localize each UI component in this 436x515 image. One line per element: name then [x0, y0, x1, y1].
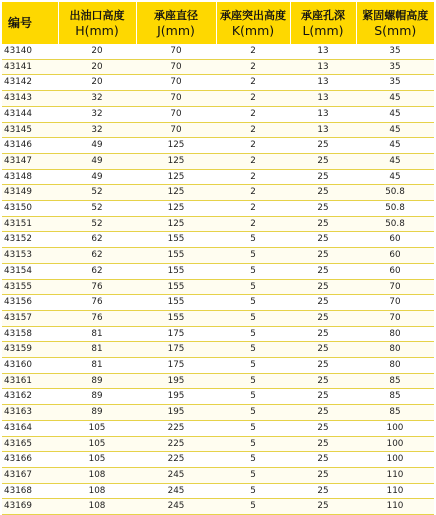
table-row [2, 310, 434, 326]
cell-outlet-height: 52 [58, 201, 136, 217]
cell-seat-diameter: 155 [136, 295, 216, 311]
cell-nut-height: 45 [356, 153, 434, 169]
cell-nut-height: 100 [356, 420, 434, 436]
cell-seat-hole-depth: 25 [290, 310, 356, 326]
table-row [2, 452, 434, 468]
cell-nut-height: 100 [356, 452, 434, 468]
cell-seat-hole-depth: 25 [290, 373, 356, 389]
header-unit: K(mm) [231, 22, 275, 38]
cell-outlet-height: 32 [58, 106, 136, 122]
cell-seat-protrusion: 2 [216, 59, 290, 75]
cell-outlet-height: 89 [58, 405, 136, 421]
cell-seat-diameter: 125 [136, 153, 216, 169]
cell-outlet-height: 89 [58, 373, 136, 389]
header-unit: L(mm) [302, 22, 344, 38]
cell-seat-diameter: 245 [136, 499, 216, 515]
cell-seat-hole-depth: 25 [290, 279, 356, 295]
cell-seat-protrusion: 5 [216, 467, 290, 483]
cell-outlet-height: 49 [58, 138, 136, 154]
cell-part-number: 43141 [2, 59, 58, 75]
cell-seat-hole-depth: 25 [290, 185, 356, 201]
cell-nut-height: 45 [356, 122, 434, 138]
table-row [2, 420, 434, 436]
cell-seat-diameter: 155 [136, 310, 216, 326]
table-row [2, 138, 434, 154]
cell-seat-protrusion: 2 [216, 201, 290, 217]
spec-table [2, 2, 434, 515]
cell-outlet-height: 89 [58, 389, 136, 405]
cell-nut-height: 50.8 [356, 216, 434, 232]
cell-seat-diameter: 195 [136, 405, 216, 421]
cell-seat-diameter: 245 [136, 467, 216, 483]
cell-outlet-height: 49 [58, 169, 136, 185]
cell-nut-height: 60 [356, 248, 434, 264]
table-row [2, 232, 434, 248]
cell-part-number: 43150 [2, 201, 58, 217]
table-row [2, 59, 434, 75]
cell-part-number: 43153 [2, 248, 58, 264]
cell-outlet-height: 108 [58, 499, 136, 515]
cell-seat-protrusion: 5 [216, 405, 290, 421]
cell-nut-height: 45 [356, 91, 434, 107]
cell-seat-protrusion: 5 [216, 420, 290, 436]
header-label: 承座孔深 [301, 8, 345, 22]
cell-outlet-height: 81 [58, 342, 136, 358]
cell-part-number: 43149 [2, 185, 58, 201]
cell-part-number: 43152 [2, 232, 58, 248]
cell-outlet-height: 32 [58, 91, 136, 107]
cell-seat-hole-depth: 25 [290, 342, 356, 358]
cell-part-number: 43159 [2, 342, 58, 358]
cell-seat-hole-depth: 25 [290, 467, 356, 483]
cell-seat-hole-depth: 25 [290, 153, 356, 169]
cell-part-number: 43157 [2, 310, 58, 326]
cell-seat-diameter: 70 [136, 75, 216, 91]
cell-outlet-height: 20 [58, 75, 136, 91]
cell-nut-height: 70 [356, 310, 434, 326]
header-label: 出油口高度 [69, 8, 125, 22]
header-seat-hole-depth [290, 2, 356, 44]
cell-nut-height: 100 [356, 436, 434, 452]
table-row [2, 405, 434, 421]
table-row [2, 153, 434, 169]
cell-seat-hole-depth: 25 [290, 295, 356, 311]
cell-seat-diameter: 195 [136, 389, 216, 405]
cell-nut-height: 35 [356, 59, 434, 75]
cell-seat-diameter: 155 [136, 279, 216, 295]
cell-part-number: 43151 [2, 216, 58, 232]
cell-outlet-height: 108 [58, 483, 136, 499]
table-body [2, 44, 434, 515]
cell-seat-diameter: 125 [136, 216, 216, 232]
cell-seat-protrusion: 5 [216, 436, 290, 452]
cell-seat-hole-depth: 25 [290, 232, 356, 248]
table-row [2, 483, 434, 499]
table-row [2, 75, 434, 91]
cell-outlet-height: 62 [58, 232, 136, 248]
cell-nut-height: 50.8 [356, 185, 434, 201]
cell-seat-protrusion: 5 [216, 232, 290, 248]
cell-nut-height: 85 [356, 389, 434, 405]
cell-part-number: 43154 [2, 263, 58, 279]
table-header [2, 2, 434, 44]
cell-part-number: 43144 [2, 106, 58, 122]
cell-seat-diameter: 175 [136, 358, 216, 374]
cell-seat-protrusion: 2 [216, 169, 290, 185]
cell-seat-protrusion: 2 [216, 106, 290, 122]
cell-part-number: 43164 [2, 420, 58, 436]
cell-nut-height: 35 [356, 75, 434, 91]
cell-seat-diameter: 175 [136, 342, 216, 358]
cell-seat-diameter: 225 [136, 436, 216, 452]
header-outlet-height [58, 2, 136, 44]
cell-part-number: 43168 [2, 483, 58, 499]
header-label: 承座突出高度 [220, 8, 286, 22]
cell-seat-hole-depth: 13 [290, 91, 356, 107]
cell-seat-hole-depth: 13 [290, 122, 356, 138]
cell-part-number: 43161 [2, 373, 58, 389]
header-unit: S(mm) [374, 22, 417, 38]
cell-outlet-height: 105 [58, 452, 136, 468]
table-row [2, 499, 434, 515]
cell-seat-hole-depth: 25 [290, 138, 356, 154]
table-row [2, 122, 434, 138]
table-row [2, 44, 434, 59]
cell-seat-hole-depth: 13 [290, 44, 356, 59]
cell-seat-diameter: 70 [136, 91, 216, 107]
cell-seat-diameter: 155 [136, 232, 216, 248]
cell-nut-height: 45 [356, 106, 434, 122]
cell-seat-diameter: 70 [136, 122, 216, 138]
cell-seat-diameter: 175 [136, 326, 216, 342]
cell-outlet-height: 49 [58, 153, 136, 169]
cell-part-number: 43142 [2, 75, 58, 91]
header-part-number [2, 2, 58, 44]
cell-part-number: 43167 [2, 467, 58, 483]
header-nut-height [356, 2, 434, 44]
cell-part-number: 43165 [2, 436, 58, 452]
cell-nut-height: 110 [356, 483, 434, 499]
cell-seat-protrusion: 5 [216, 499, 290, 515]
cell-seat-protrusion: 5 [216, 358, 290, 374]
cell-seat-protrusion: 2 [216, 138, 290, 154]
cell-part-number: 43145 [2, 122, 58, 138]
table-row [2, 263, 434, 279]
table-row [2, 169, 434, 185]
cell-nut-height: 110 [356, 467, 434, 483]
cell-seat-protrusion: 5 [216, 452, 290, 468]
cell-seat-diameter: 225 [136, 452, 216, 468]
cell-nut-height: 80 [356, 342, 434, 358]
cell-seat-protrusion: 2 [216, 91, 290, 107]
cell-seat-protrusion: 5 [216, 373, 290, 389]
table-row [2, 358, 434, 374]
cell-outlet-height: 52 [58, 216, 136, 232]
header-seat-protrusion [216, 2, 290, 44]
cell-nut-height: 50.8 [356, 201, 434, 217]
table-row [2, 326, 434, 342]
table-row [2, 467, 434, 483]
cell-outlet-height: 52 [58, 185, 136, 201]
table-row [2, 216, 434, 232]
cell-seat-diameter: 125 [136, 169, 216, 185]
cell-seat-diameter: 70 [136, 59, 216, 75]
cell-part-number: 43155 [2, 279, 58, 295]
cell-nut-height: 60 [356, 232, 434, 248]
cell-outlet-height: 105 [58, 420, 136, 436]
table-row [2, 248, 434, 264]
cell-seat-hole-depth: 25 [290, 483, 356, 499]
table-row [2, 436, 434, 452]
cell-seat-hole-depth: 25 [290, 420, 356, 436]
cell-outlet-height: 81 [58, 326, 136, 342]
cell-part-number: 43158 [2, 326, 58, 342]
cell-seat-hole-depth: 25 [290, 326, 356, 342]
cell-seat-hole-depth: 25 [290, 499, 356, 515]
cell-seat-protrusion: 2 [216, 153, 290, 169]
cell-seat-protrusion: 5 [216, 310, 290, 326]
table-row [2, 389, 434, 405]
cell-nut-height: 45 [356, 138, 434, 154]
cell-seat-protrusion: 5 [216, 342, 290, 358]
cell-nut-height: 80 [356, 358, 434, 374]
cell-nut-height: 35 [356, 44, 434, 59]
cell-seat-hole-depth: 25 [290, 389, 356, 405]
cell-outlet-height: 62 [58, 248, 136, 264]
cell-seat-diameter: 225 [136, 420, 216, 436]
cell-seat-diameter: 195 [136, 373, 216, 389]
cell-nut-height: 85 [356, 373, 434, 389]
table-row [2, 201, 434, 217]
cell-seat-hole-depth: 25 [290, 248, 356, 264]
cell-outlet-height: 105 [58, 436, 136, 452]
cell-seat-hole-depth: 25 [290, 405, 356, 421]
table-row [2, 91, 434, 107]
cell-seat-hole-depth: 13 [290, 75, 356, 91]
cell-outlet-height: 20 [58, 59, 136, 75]
cell-seat-protrusion: 5 [216, 295, 290, 311]
cell-seat-diameter: 125 [136, 185, 216, 201]
cell-nut-height: 80 [356, 326, 434, 342]
cell-seat-hole-depth: 13 [290, 59, 356, 75]
cell-part-number: 43148 [2, 169, 58, 185]
cell-outlet-height: 76 [58, 279, 136, 295]
header-label: 编号 [8, 15, 33, 30]
header-label: 承座直径 [154, 8, 198, 22]
header-label: 紧固螺帽高度 [362, 8, 429, 22]
cell-part-number: 43143 [2, 91, 58, 107]
cell-seat-protrusion: 5 [216, 483, 290, 499]
cell-outlet-height: 76 [58, 310, 136, 326]
cell-part-number: 43147 [2, 153, 58, 169]
cell-seat-diameter: 155 [136, 248, 216, 264]
cell-part-number: 43146 [2, 138, 58, 154]
cell-nut-height: 60 [356, 263, 434, 279]
cell-seat-protrusion: 2 [216, 185, 290, 201]
table-row [2, 295, 434, 311]
cell-part-number: 43160 [2, 358, 58, 374]
cell-seat-diameter: 245 [136, 483, 216, 499]
cell-outlet-height: 76 [58, 295, 136, 311]
table-row [2, 373, 434, 389]
table-row [2, 185, 434, 201]
cell-part-number: 43163 [2, 405, 58, 421]
cell-seat-diameter: 125 [136, 201, 216, 217]
cell-seat-protrusion: 2 [216, 216, 290, 232]
cell-seat-protrusion: 2 [216, 122, 290, 138]
cell-nut-height: 70 [356, 295, 434, 311]
cell-part-number: 43162 [2, 389, 58, 405]
cell-seat-protrusion: 5 [216, 279, 290, 295]
cell-outlet-height: 32 [58, 122, 136, 138]
cell-part-number: 43140 [2, 44, 58, 59]
cell-outlet-height: 108 [58, 467, 136, 483]
cell-seat-protrusion: 5 [216, 389, 290, 405]
cell-seat-hole-depth: 25 [290, 263, 356, 279]
cell-nut-height: 110 [356, 499, 434, 515]
cell-seat-diameter: 125 [136, 138, 216, 154]
cell-outlet-height: 62 [58, 263, 136, 279]
cell-seat-hole-depth: 25 [290, 169, 356, 185]
cell-seat-hole-depth: 25 [290, 201, 356, 217]
cell-part-number: 43156 [2, 295, 58, 311]
cell-seat-diameter: 155 [136, 263, 216, 279]
cell-seat-protrusion: 2 [216, 75, 290, 91]
header-seat-diameter [136, 2, 216, 44]
cell-seat-diameter: 70 [136, 106, 216, 122]
cell-part-number: 43169 [2, 499, 58, 515]
cell-outlet-height: 81 [58, 358, 136, 374]
cell-seat-protrusion: 5 [216, 326, 290, 342]
cell-seat-hole-depth: 25 [290, 358, 356, 374]
table-row [2, 106, 434, 122]
header-unit: H(mm) [75, 22, 119, 38]
cell-seat-protrusion: 5 [216, 263, 290, 279]
cell-seat-hole-depth: 13 [290, 106, 356, 122]
table-row [2, 342, 434, 358]
table-row [2, 279, 434, 295]
cell-nut-height: 85 [356, 405, 434, 421]
cell-seat-diameter: 70 [136, 44, 216, 59]
cell-part-number: 43166 [2, 452, 58, 468]
header-row [2, 2, 434, 44]
cell-seat-protrusion: 5 [216, 248, 290, 264]
cell-nut-height: 45 [356, 169, 434, 185]
cell-seat-hole-depth: 25 [290, 452, 356, 468]
header-unit: J(mm) [157, 22, 195, 38]
cell-nut-height: 70 [356, 279, 434, 295]
cell-seat-protrusion: 2 [216, 44, 290, 59]
cell-outlet-height: 20 [58, 44, 136, 59]
cell-seat-hole-depth: 25 [290, 436, 356, 452]
cell-seat-hole-depth: 25 [290, 216, 356, 232]
